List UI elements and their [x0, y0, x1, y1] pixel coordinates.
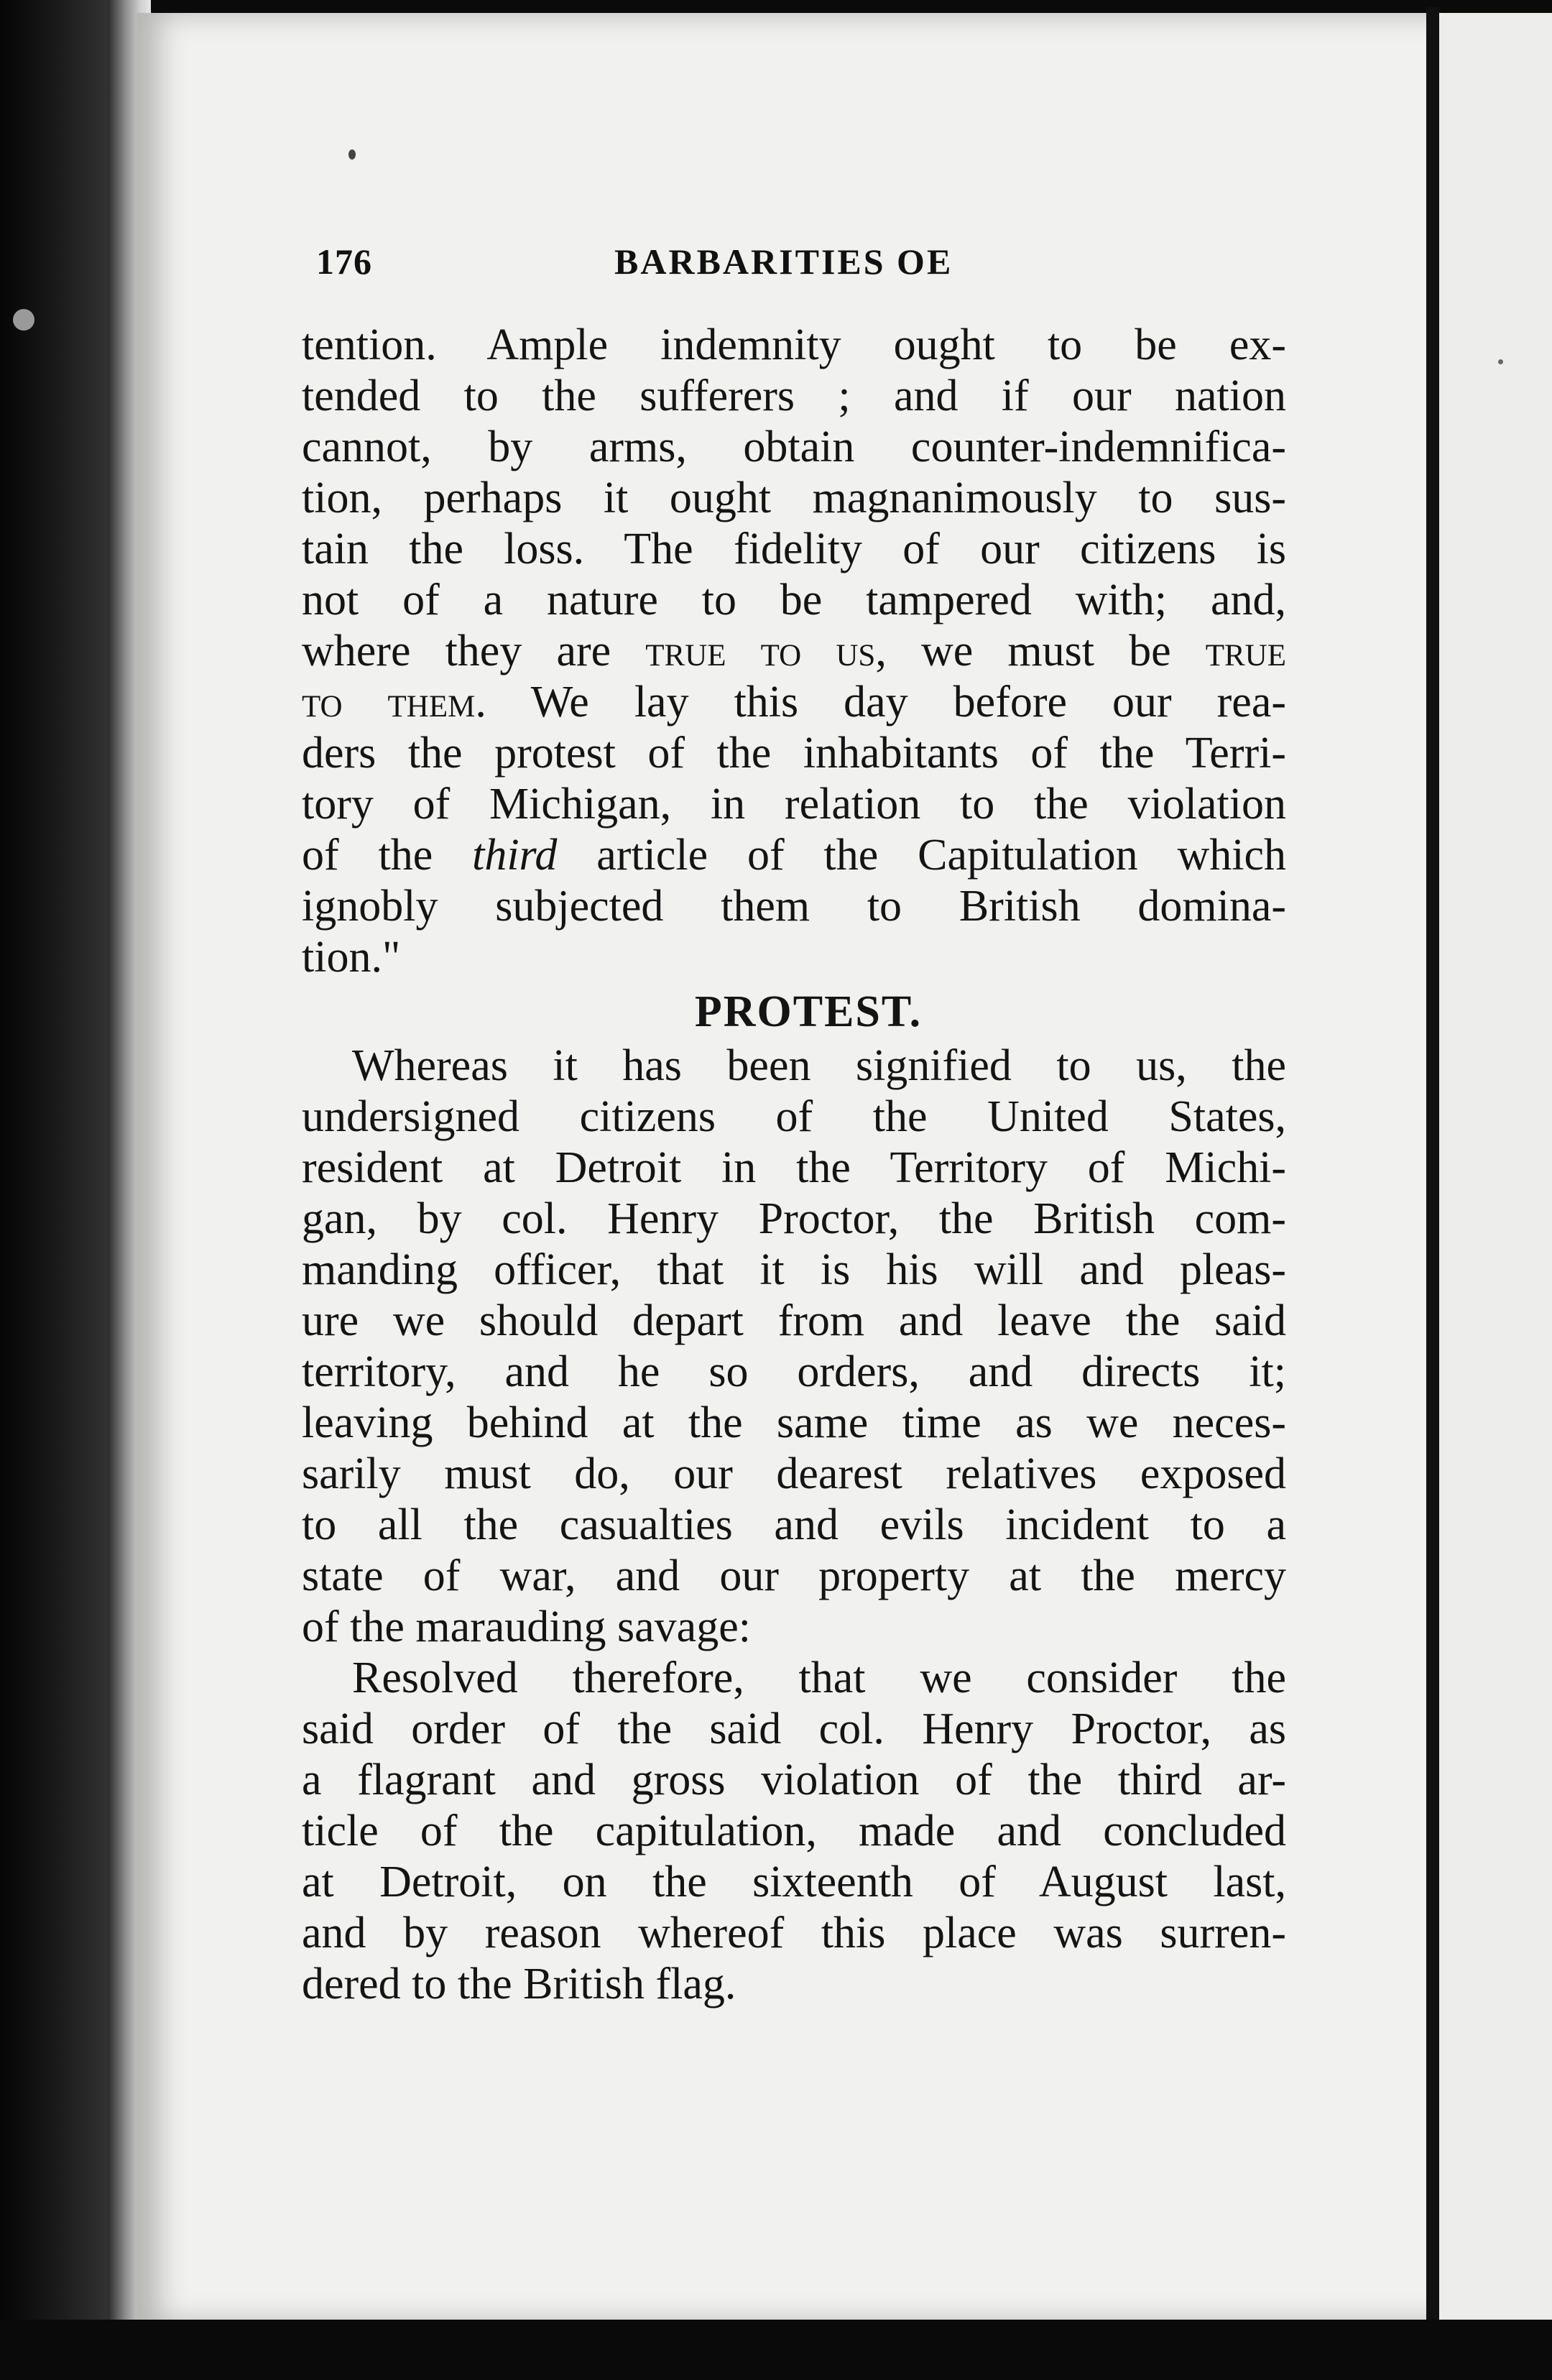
text-line: of the marauding savage: [302, 1602, 751, 1651]
text-line: ure we should depart from and leave the said [302, 1296, 1286, 1345]
text-line: dered to the British flag. [302, 1960, 736, 2008]
small-caps-run: to them. [302, 678, 486, 727]
section-heading: PROTEST. [694, 987, 923, 1036]
text-line: gan, by col. Henry Proctor, the British com- [302, 1194, 1286, 1243]
text-line: Whereas it has been signified to us, the [352, 1041, 1286, 1090]
text-run: of the [302, 831, 473, 880]
scan-bottom-border [0, 2320, 1552, 2380]
text-line: not of a nature to be tampered with; and, [302, 576, 1286, 624]
text-run: where they are [302, 627, 646, 675]
text-line: and by reason whereof this place was surren- [302, 1909, 1286, 1957]
scan-speck [13, 309, 34, 331]
text-line: tion, perhaps it ought magnanimously to sus- [302, 474, 1286, 522]
text-line: cannot, by arms, obtain counter-indemnifica- [302, 423, 1286, 471]
adjacent-page-edge [1439, 13, 1552, 2323]
page-body-text [302, 320, 1286, 2010]
text-line [302, 626, 1286, 677]
italic-run: third [472, 831, 558, 880]
text-line: tory of Michigan, in relation to the violation [302, 780, 1286, 829]
page-number: 176 [316, 241, 372, 282]
text-run: , we must be [875, 627, 1206, 675]
text-line: state of war, and our property at the mercy [302, 1551, 1286, 1600]
text-line: said order of the said col. Henry Proctor, as [302, 1705, 1286, 1753]
text-line: tion." [302, 933, 401, 982]
text-line: sarily must do, our dearest relatives exposed [302, 1449, 1286, 1498]
book-binding-gutter [0, 0, 126, 2380]
small-caps-run: true [1205, 627, 1286, 675]
text-line: undersigned citizens of the United States, [302, 1092, 1286, 1141]
text-line: tention. Ample indemnity ought to be ex- [302, 320, 1286, 369]
text-line: ders the protest of the inhabitants of the Terri- [302, 729, 1286, 778]
text-run: article of the Capitulation which [557, 831, 1286, 880]
text-line [302, 677, 1286, 728]
text-line: territory, and he so orders, and directs it; [302, 1347, 1286, 1396]
text-line: ignobly subjected them to British domina- [302, 882, 1286, 931]
text-line: resident at Detroit in the Territory of Michi- [302, 1143, 1286, 1192]
running-header [316, 241, 1272, 298]
text-line: ticle of the capitulation, made and concluded [302, 1807, 1286, 1855]
text-line: Resolved therefore, that we consider the [352, 1653, 1286, 1702]
text-line: leaving behind at the same time as we neces- [302, 1398, 1286, 1447]
running-head-title: BARBARITIES OE [614, 241, 953, 282]
text-run: We lay this day before our rea- [486, 678, 1286, 727]
text-line: tain the loss. The fidelity of our citizens is [302, 525, 1286, 573]
text-line: manding officer, that it is his will and pleas- [302, 1245, 1286, 1294]
small-caps-run: true to us [645, 627, 876, 675]
scan-speck [348, 149, 356, 160]
text-line: at Detroit, on the sixteenth of August last, [302, 1858, 1286, 1906]
text-line: tended to the sufferers ; and if our nation [302, 372, 1286, 420]
text-line: to all the casualties and evils incident to a [302, 1500, 1286, 1549]
page-divider [1426, 7, 1439, 2328]
scan-speck [1498, 359, 1503, 364]
text-line [302, 830, 1286, 881]
text-line: a flagrant and gross violation of the third ar- [302, 1756, 1286, 1804]
